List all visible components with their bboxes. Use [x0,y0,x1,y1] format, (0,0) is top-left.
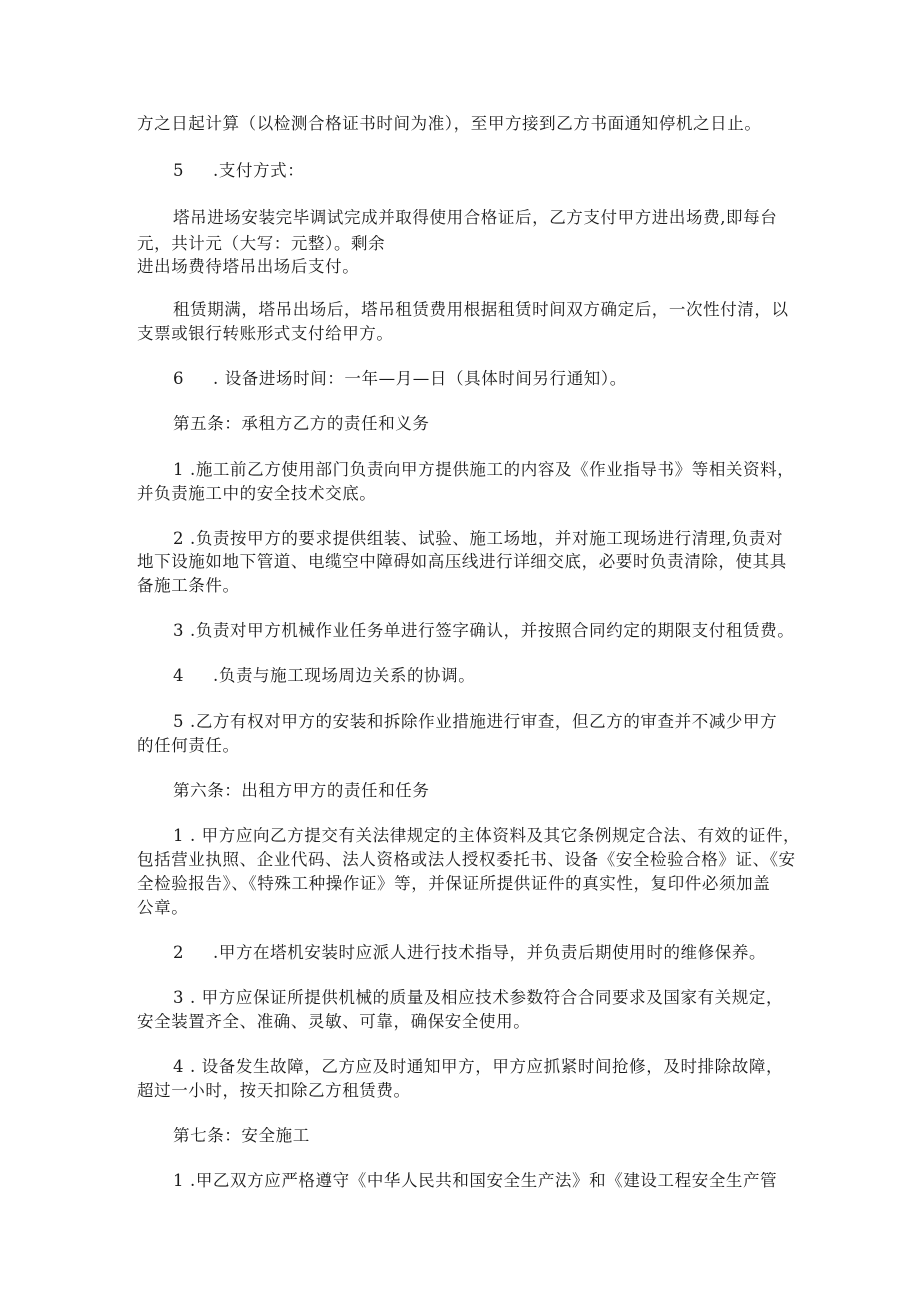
paragraph-line: 全检验报告》、《特殊工种操作证》等，并保证所提供证件的真实性，复印件必须加盖 [137,874,771,893]
paragraph-line: 公章。 [137,898,189,917]
clause-heading: 5 .支付方式： [173,161,305,180]
section-heading: 第五条：承租方乙方的责任和义务 [173,414,430,433]
paragraph-line: 1 . 甲方应向乙方提交有关法律规定的主体资料及其它条例规定合法、有效的证件， [173,826,801,845]
paragraph-line: 1 .甲乙双方应严格遵守《中华人民共和国安全生产法》和《建设工程安全生产管 [173,1171,778,1190]
paragraph-line: 支票或银行转账形式支付给甲方。 [137,324,394,343]
paragraph-line: 5 .乙方有权对甲方的安装和拆除作业措施进行审查，但乙方的审查并不减少甲方 [173,712,778,731]
clause-number: 3 [173,988,185,1007]
clause-number: 1 [173,1171,185,1190]
paragraph-line: 包括营业执照、企业代码、法人资格或法人授权委托书、设备《安全检验合格》证、《安 [137,850,796,869]
paragraph-line: 3 .负责对甲方机械作业任务单进行签字确认，并按照合同约定的期限支付租赁费。 [173,621,795,640]
clause-number: 3 [173,621,185,640]
section-heading: 第六条：出租方甲方的责任和任务 [173,781,430,800]
clause-number: 2 [173,529,185,548]
paragraph-line: 2 .负责按甲方的要求提供组装、试验、施工场地，并对施工现场进行清理,负责对 [173,529,784,548]
paragraph-line: 4 .负责与施工现场周边关系的协调。 [173,666,476,685]
clause-heading: 6 . 设备进场时间：一年—月—日（具体时间另行通知）。 [173,369,627,388]
paragraph-line: 的任何责任。 [137,736,240,755]
section-heading: 第七条：安全施工 [173,1126,310,1145]
paragraph-line: 4 . 设备发生故障，乙方应及时通知甲方，甲方应抓紧时间抢修，及时排除故障， [173,1057,784,1076]
clause-number: 5 [173,712,185,731]
paragraph-line: 塔吊进场安装完毕调试完成并取得使用合格证后，乙方支付甲方进出场费,即每台 [173,208,778,227]
paragraph-line: 备施工条件。 [137,576,240,595]
paragraph-line: 元，共计元（大写：元整）。剩余 [137,234,386,253]
clause-number: 4 [173,1057,185,1076]
clause-number: 1 [173,460,185,479]
paragraph-line: 超过一小时，按天扣除乙方租赁费。 [137,1081,411,1100]
paragraph-line: 进出场费待塔吊出场后支付。 [137,257,360,276]
paragraph-line: 租赁期满，塔吊出场后，塔吊租赁费用根据租赁时间双方确定后，一次性付清，以 [173,300,789,319]
paragraph-line: 1 .施工前乙方使用部门负责向甲方提供施工的内容及《作业指导书》等相关资料， [173,460,795,479]
clause-number: 5 [173,161,185,180]
clause-number: 4 [173,666,185,685]
paragraph-line: 3 . 甲方应保证所提供机械的质量及相应技术参数符合合同要求及国家有关规定， [173,988,784,1007]
paragraph-line: 并负责施工中的安全技术交底。 [137,484,377,503]
paragraph-line: 地下设施如地下管道、电缆空中障碍如高压线进行详细交底，必要时负责清除，使其具 [137,552,787,571]
paragraph-line: 2 .甲方在塔机安装时应派人进行技术指导，并负责后期使用时的维修保养。 [173,943,767,962]
paragraph-line: 方之日起计算（以检测合格证书时间为准），至甲方接到乙方书面通知停机之日止。 [137,114,762,133]
clause-number: 1 [173,826,185,845]
clause-number: 2 [173,943,185,962]
paragraph-line: 安全装置齐全、准确、灵敏、可靠，确保安全使用。 [137,1012,531,1031]
clause-number: 6 [173,369,185,388]
